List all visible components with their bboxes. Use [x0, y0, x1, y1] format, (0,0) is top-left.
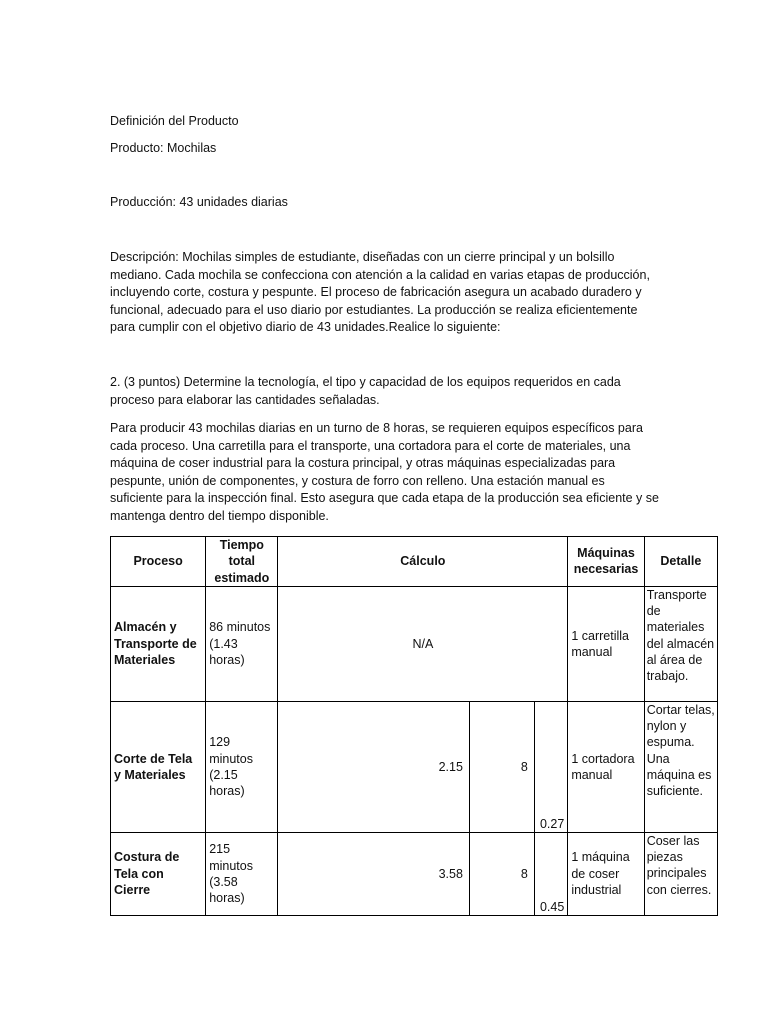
cell-horas: 3.58 [278, 832, 470, 915]
cell-turno: 8 [469, 832, 534, 915]
cell-calculo: N/A [278, 586, 568, 701]
table-row [111, 832, 718, 915]
table-header-row [111, 537, 718, 587]
header-maquinas: Máquinas necesarias [568, 537, 644, 587]
cell-tiempo: 215 minutos (3.58 horas) [206, 832, 278, 915]
cell-resultado: 0.27 [534, 701, 568, 832]
table-row [111, 586, 718, 701]
header-detalle: Detalle [644, 537, 717, 587]
cell-detalle: Transporte de materiales del almacén al área de trabajo. [644, 586, 717, 701]
cell-proceso: Costura de Tela con Cierre [111, 832, 206, 915]
cell-maquinas: 1 cortadora manual [568, 701, 644, 832]
cell-tiempo: 129 minutos (2.15 horas) [206, 701, 278, 832]
document-title: Definición del Producto [110, 114, 239, 128]
header-proceso: Proceso [111, 537, 206, 587]
cell-resultado: 0.45 [534, 832, 568, 915]
question-paragraph: 2. (3 puntos) Determine la tecnología, el tipo y capacidad de los equipos requeridos en cada proceso para elaborar las cantidades señaladas. [110, 375, 621, 407]
cell-maquinas: 1 máquina de coser industrial [568, 832, 644, 915]
cell-tiempo: 86 minutos (1.43 horas) [206, 586, 278, 701]
cell-proceso: Corte de Tela y Materiales [111, 701, 206, 832]
description-paragraph: Descripción: Mochilas simples de estudiante, diseñadas con un cierre principal y un bolsillo mediano. Cada mochila se confecciona con atención a la calidad en varias etapas de producción, incluyendo corte, costura y pespunte. El proceso de fabricación asegura un acabado duradero y funcional, adecuado para el uso diario por estudiantes. La producción se realiza eficientemente para cumplir con el objetivo diario de 43 unidades.Realice lo siguiente: [110, 250, 650, 335]
equipment-table [110, 536, 718, 916]
cell-detalle: Coser las piezas principales con cierres. [644, 832, 717, 915]
product-line: Producto: Mochilas [110, 141, 217, 155]
production-line: Producción: 43 unidades diarias [110, 195, 288, 209]
cell-turno: 8 [469, 701, 534, 832]
cell-horas: 2.15 [278, 701, 470, 832]
cell-detalle: Cortar telas, nylon y espuma. Una máquina es suficiente. [644, 701, 717, 832]
answer-paragraph: Para producir 43 mochilas diarias en un turno de 8 horas, se requieren equipos específicos para cada proceso. Una carretilla para el transporte, una cortadora para el corte de materiales, una máquina de coser industrial para la costura principal, y otras máquinas especializadas para pespunte, unión de componentes, y costura de forro con relleno. Una estación manual es suficiente para la inspección final. Esto asegura que cada etapa de la producción sea eficiente y se mantenga dentro del tiempo disponible. [110, 421, 659, 523]
cell-proceso: Almacén y Transporte de Materiales [111, 586, 206, 701]
header-calculo: Cálculo [278, 537, 568, 587]
table-row [111, 701, 718, 832]
header-tiempo: Tiempo total estimado [206, 537, 278, 587]
cell-maquinas: 1 carretilla manual [568, 586, 644, 701]
